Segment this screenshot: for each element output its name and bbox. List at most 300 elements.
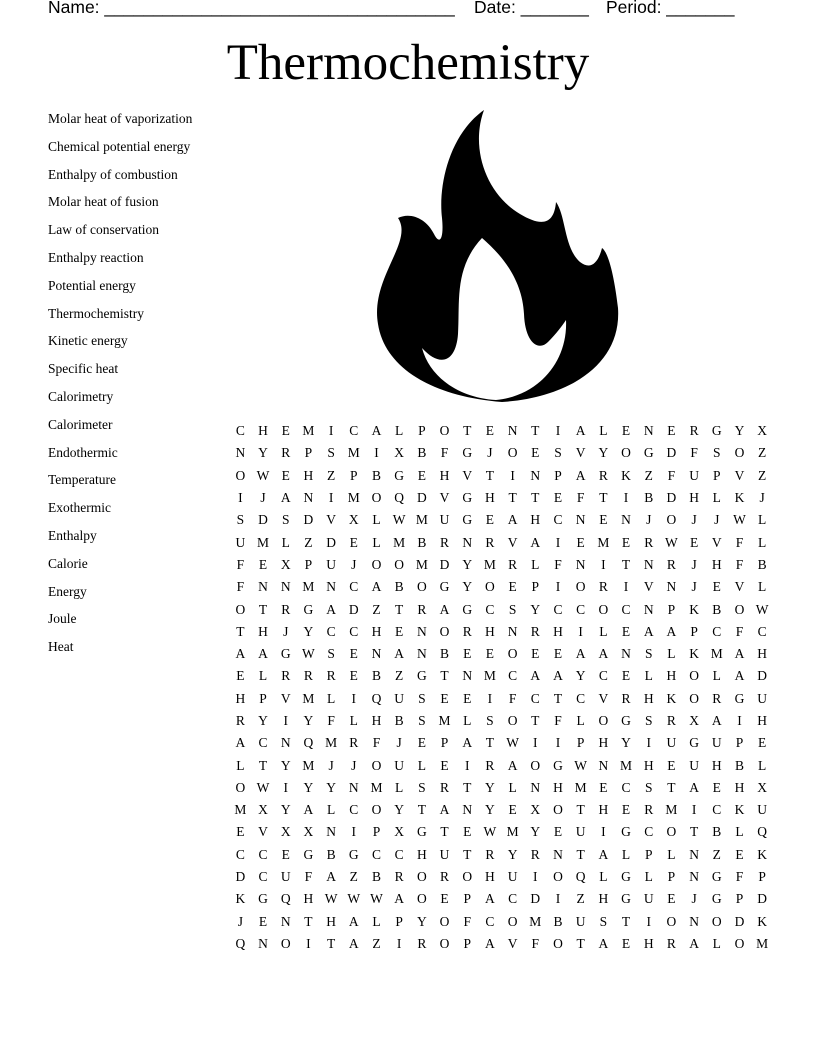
grid-letter: E xyxy=(621,534,631,550)
grid-letter: M xyxy=(756,935,769,951)
grid-letter: A xyxy=(734,646,745,662)
grid-letter: R xyxy=(235,713,245,728)
grid-letter: M xyxy=(665,802,678,818)
grid-letter: F xyxy=(440,445,449,461)
grid-letter: V xyxy=(643,579,654,595)
grid-letter: L xyxy=(463,713,472,728)
grid-letter: U xyxy=(235,534,246,550)
grid-letter: S xyxy=(418,690,426,706)
grid-letter: S xyxy=(486,713,494,728)
grid-letter: G xyxy=(416,668,427,684)
grid-letter: H xyxy=(553,779,563,795)
grid-letter: P xyxy=(735,891,744,907)
grid-letter: N xyxy=(258,935,268,951)
grid-letter: U xyxy=(394,757,405,773)
grid-letter: D xyxy=(258,512,268,528)
grid-letter: Z xyxy=(326,467,336,483)
grid-letter: E xyxy=(485,423,495,439)
grid-letter: R xyxy=(666,556,676,572)
word-list-item: Enthalpy xyxy=(48,527,97,543)
grid-letter: B xyxy=(371,668,381,684)
grid-letter: I xyxy=(510,467,515,483)
grid-letter: E xyxy=(349,534,358,550)
grid-letter: Z xyxy=(712,846,721,862)
grid-letter: L xyxy=(758,757,767,773)
grid-letter: T xyxy=(621,913,631,929)
grid-letter: A xyxy=(485,891,495,907)
grid-letter: S xyxy=(418,713,426,728)
grid-letter: P xyxy=(304,556,313,572)
grid-letter: M xyxy=(302,579,315,595)
grid-letter: M xyxy=(415,512,428,528)
grid-letter: O xyxy=(462,869,473,885)
grid-letter: J xyxy=(714,512,720,528)
grid-letter: R xyxy=(417,935,427,951)
grid-letter: W xyxy=(256,779,270,795)
grid-letter: P xyxy=(304,445,313,461)
grid-letter: P xyxy=(554,467,562,483)
grid-letter: R xyxy=(712,690,722,706)
grid-letter: O xyxy=(235,467,246,483)
grid-letter: Z xyxy=(395,668,404,684)
grid-letter: C xyxy=(371,846,381,862)
grid-letter: C xyxy=(508,891,518,907)
grid-letter: H xyxy=(643,757,654,773)
grid-letter: B xyxy=(326,846,336,862)
grid-letter: R xyxy=(440,869,450,885)
grid-letter: M xyxy=(393,534,406,550)
grid-letter: E xyxy=(440,757,449,773)
grid-row xyxy=(229,576,774,598)
grid-letter: N xyxy=(689,913,699,929)
grid-letter: I xyxy=(351,690,357,706)
grid-letter: R xyxy=(303,668,313,684)
grid-letter: G xyxy=(711,423,722,439)
grid-letter: R xyxy=(598,467,608,483)
grid-letter: E xyxy=(236,824,245,840)
grid-letter: H xyxy=(757,646,768,662)
grid-letter: W xyxy=(324,891,338,907)
fire-icon xyxy=(370,106,625,404)
word-list-item: Enthalpy reaction xyxy=(48,249,144,265)
grid-letter: C xyxy=(326,623,336,639)
grid-letter: N xyxy=(326,824,336,840)
grid-letter: T xyxy=(531,490,540,506)
grid-letter: E xyxy=(258,556,268,572)
grid-letter: D xyxy=(666,490,677,506)
grid-letter: Z xyxy=(758,445,767,461)
grid-letter: B xyxy=(712,824,722,840)
grid-letter: N xyxy=(326,579,336,595)
grid-letter: C xyxy=(621,779,631,795)
word-list-item: Endothermic xyxy=(48,444,118,460)
grid-letter: A xyxy=(689,935,699,951)
grid-letter: N xyxy=(507,423,518,439)
grid-letter: K xyxy=(689,646,699,662)
grid-letter: G xyxy=(280,646,291,662)
grid-row xyxy=(229,554,774,576)
grid-letter: U xyxy=(689,467,699,483)
grid-letter: A xyxy=(326,601,336,617)
grid-letter: L xyxy=(258,668,268,684)
grid-letter: D xyxy=(348,601,359,617)
grid-letter: S xyxy=(281,512,290,528)
grid-letter: I xyxy=(328,490,334,506)
grid-letter: E xyxy=(485,512,495,528)
grid-letter: T xyxy=(485,735,495,751)
grid-letter: G xyxy=(462,490,473,506)
grid-letter: C xyxy=(485,913,495,929)
grid-letter: V xyxy=(280,690,291,706)
grid-letter: R xyxy=(281,601,291,617)
grid-letter: T xyxy=(304,913,313,929)
word-list xyxy=(48,109,192,665)
grid-letter: T xyxy=(463,423,472,439)
grid-letter: V xyxy=(258,824,268,840)
grid-letter: L xyxy=(667,846,676,862)
grid-letter: H xyxy=(530,512,541,528)
grid-letter: C xyxy=(757,623,767,639)
grid-letter: E xyxy=(349,668,358,684)
grid-letter: T xyxy=(508,490,517,506)
grid-letter: O xyxy=(711,913,722,929)
word-list-item: Calorie xyxy=(48,555,88,571)
grid-letter: G xyxy=(303,846,314,862)
grid-letter: K xyxy=(734,490,745,506)
grid-letter: N xyxy=(280,913,291,929)
grid-row xyxy=(229,933,774,955)
grid-letter: V xyxy=(326,512,336,528)
grid-letter: E xyxy=(712,579,721,595)
grid-letter: L xyxy=(667,646,676,662)
grid-letter: U xyxy=(757,690,768,706)
grid-letter: A xyxy=(485,935,495,951)
grid-letter: A xyxy=(689,779,699,795)
grid-letter: J xyxy=(487,445,493,461)
grid-letter: V xyxy=(462,467,473,483)
grid-letter: O xyxy=(439,913,450,929)
grid-letter: S xyxy=(327,445,335,461)
grid-letter: O xyxy=(734,935,745,951)
grid-letter: B xyxy=(712,601,722,617)
grid-letter: Y xyxy=(280,757,291,773)
grid-letter: C xyxy=(258,735,268,751)
grid-letter: U xyxy=(439,512,450,528)
grid-letter: P xyxy=(259,690,267,706)
grid-letter: E xyxy=(236,668,245,684)
grid-letter: X xyxy=(303,824,314,840)
grid-letter: O xyxy=(371,757,382,773)
grid-letter: I xyxy=(555,423,561,439)
grid-letter: G xyxy=(416,824,427,840)
grid-letter: L xyxy=(372,534,381,550)
grid-letter: G xyxy=(621,824,631,840)
grid-letter: N xyxy=(530,467,541,483)
grid-letter: O xyxy=(575,579,586,595)
grid-letter: M xyxy=(574,779,587,795)
grid-letter: R xyxy=(394,869,404,885)
grid-letter: E xyxy=(463,824,472,840)
grid-letter: R xyxy=(666,935,676,951)
grid-letter: A xyxy=(575,423,586,439)
grid-letter: W xyxy=(302,646,315,662)
grid-letter: A xyxy=(598,846,609,862)
grid-letter: H xyxy=(598,802,609,818)
grid-letter: G xyxy=(258,891,268,907)
grid-letter: E xyxy=(281,423,290,439)
grid-letter: A xyxy=(303,802,314,818)
grid-letter: E xyxy=(281,467,290,483)
grid-letter: O xyxy=(621,445,631,461)
grid-letter: W xyxy=(370,891,383,907)
grid-letter: L xyxy=(712,490,721,506)
grid-letter: L xyxy=(508,779,517,795)
grid-letter: O xyxy=(553,935,563,951)
grid-letter: N xyxy=(462,802,473,818)
grid-letter: H xyxy=(258,623,268,639)
grid-letter: N xyxy=(371,646,382,662)
grid-letter: G xyxy=(643,445,654,461)
grid-letter: S xyxy=(508,601,517,617)
grid-letter: R xyxy=(689,423,699,439)
grid-letter: M xyxy=(483,556,496,572)
grid-letter: M xyxy=(415,556,428,572)
grid-letter: J xyxy=(759,490,765,506)
grid-letter: G xyxy=(621,869,631,885)
grid-row xyxy=(229,844,774,866)
grid-letter: F xyxy=(735,556,744,572)
grid-letter: T xyxy=(395,601,404,617)
grid-letter: O xyxy=(507,445,518,461)
grid-letter: R xyxy=(666,713,676,728)
grid-letter: L xyxy=(735,824,744,840)
grid-letter: S xyxy=(644,646,653,662)
grid-letter: Y xyxy=(575,668,586,684)
grid-letter: O xyxy=(416,891,427,907)
grid-letter: E xyxy=(531,445,540,461)
grid-letter: M xyxy=(506,824,519,840)
grid-letter: A xyxy=(507,512,518,528)
grid-letter: E xyxy=(463,646,472,662)
grid-letter: C xyxy=(553,601,563,617)
grid-letter: O xyxy=(666,512,677,528)
grid-letter: E xyxy=(621,935,631,951)
grid-letter: G xyxy=(553,757,563,773)
grid-letter: A xyxy=(235,735,246,751)
grid-letter: N xyxy=(280,579,291,595)
grid-letter: D xyxy=(416,490,427,506)
grid-letter: T xyxy=(440,668,449,684)
grid-letter: Z xyxy=(644,467,653,483)
grid-letter: N xyxy=(462,534,473,550)
grid-letter: C xyxy=(712,802,722,818)
grid-letter: C xyxy=(235,423,245,439)
word-list-item: Heat xyxy=(48,639,74,655)
grid-letter: H xyxy=(258,423,268,439)
grid-letter: X xyxy=(394,445,405,461)
grid-letter: S xyxy=(644,779,653,795)
grid-letter: G xyxy=(462,601,473,617)
grid-letter: Y xyxy=(507,846,518,862)
grid-letter: J xyxy=(691,556,697,572)
grid-letter: U xyxy=(575,913,586,929)
grid-letter: E xyxy=(349,646,358,662)
grid-letter: E xyxy=(712,779,721,795)
grid-letter: E xyxy=(576,534,585,550)
grid-letter: X xyxy=(280,556,291,572)
grid-letter: O xyxy=(689,690,699,706)
grid-letter: N xyxy=(507,623,518,639)
grid-letter: H xyxy=(689,490,699,506)
grid-letter: D xyxy=(757,891,768,907)
grid-letter: O xyxy=(280,935,291,951)
grid-letter: H xyxy=(485,869,495,885)
grid-letter: L xyxy=(712,935,721,951)
grid-letter: Q xyxy=(757,824,768,840)
grid-letter: V xyxy=(439,490,450,506)
grid-letter: E xyxy=(395,623,404,639)
grid-letter: M xyxy=(370,779,383,795)
grid-row xyxy=(229,866,774,888)
grid-letter: O xyxy=(439,423,450,439)
grid-letter: W xyxy=(506,735,519,751)
grid-letter: W xyxy=(392,512,406,528)
grid-letter: B xyxy=(417,534,427,550)
grid-letter: L xyxy=(712,668,721,684)
grid-letter: A xyxy=(280,490,291,506)
grid-letter: D xyxy=(530,891,541,907)
grid-letter: A xyxy=(711,713,722,728)
word-list-item: Molar heat of vaporization xyxy=(48,111,193,126)
grid-letter: A xyxy=(734,668,745,684)
grid-row xyxy=(229,465,774,487)
grid-letter: E xyxy=(689,534,699,550)
grid-letter: F xyxy=(576,490,585,506)
grid-letter: E xyxy=(281,846,290,862)
grid-letter: M xyxy=(620,757,633,773)
grid-letter: J xyxy=(691,579,697,595)
grid-letter: T xyxy=(576,846,585,862)
grid-letter: E xyxy=(531,646,540,662)
grid-letter: O xyxy=(416,869,427,885)
grid-letter: U xyxy=(394,690,405,706)
grid-row xyxy=(229,531,774,553)
grid-letter: E xyxy=(553,646,563,662)
grid-letter: O xyxy=(598,601,609,617)
grid-letter: U xyxy=(280,869,291,885)
grid-letter: I xyxy=(487,690,493,706)
grid-letter: A xyxy=(348,913,359,929)
grid-letter: D xyxy=(303,512,314,528)
grid-letter: E xyxy=(599,512,608,528)
grid-letter: E xyxy=(508,579,517,595)
grid-letter: A xyxy=(258,646,268,662)
grid-letter: P xyxy=(667,601,676,617)
grid-letter: A xyxy=(348,935,359,951)
grid-letter: Z xyxy=(576,891,585,907)
grid-letter: J xyxy=(691,512,697,528)
grid-letter: I xyxy=(578,623,583,639)
grid-letter: O xyxy=(507,646,518,662)
grid-letter: N xyxy=(575,556,586,572)
word-list-item: Kinetic energy xyxy=(48,333,128,349)
grid-letter: M xyxy=(302,690,315,706)
grid-letter: Q xyxy=(371,690,382,706)
grid-letter: O xyxy=(371,490,382,506)
grid-letter: I xyxy=(464,757,470,773)
grid-letter: C xyxy=(349,423,359,439)
grid-letter: E xyxy=(463,690,472,706)
grid-letter: R xyxy=(462,623,472,639)
grid-letter: S xyxy=(418,779,426,795)
grid-letter: D xyxy=(666,445,677,461)
grid-letter: I xyxy=(283,779,288,795)
grid-letter: B xyxy=(371,467,381,483)
grid-letter: Y xyxy=(326,779,336,795)
grid-letter: E xyxy=(621,623,631,639)
grid-letter: K xyxy=(757,913,768,929)
grid-letter: R xyxy=(530,623,540,639)
grid-letter: R xyxy=(440,534,450,550)
grid-letter: Y xyxy=(530,824,541,840)
grid-letter: N xyxy=(348,779,359,795)
grid-letter: T xyxy=(689,824,699,840)
grid-letter: F xyxy=(463,913,471,929)
grid-letter: Y xyxy=(598,445,609,461)
grid-letter: Q xyxy=(235,935,246,951)
grid-letter: X xyxy=(757,779,768,795)
grid-letter: W xyxy=(755,601,769,617)
grid-letter: R xyxy=(485,757,495,773)
grid-letter: Q xyxy=(575,869,586,885)
grid-letter: Z xyxy=(372,935,381,951)
grid-letter: H xyxy=(643,935,654,951)
grid-letter: N xyxy=(621,512,631,528)
grid-letter: R xyxy=(644,802,654,818)
grid-letter: Y xyxy=(258,445,268,461)
grid-letter: Y xyxy=(258,713,268,728)
grid-letter: P xyxy=(463,891,471,907)
grid-letter: N xyxy=(462,668,473,684)
grid-letter: J xyxy=(351,556,357,572)
grid-letter: F xyxy=(667,467,676,483)
grid-letter: I xyxy=(555,735,561,751)
grid-letter: E xyxy=(258,913,268,929)
grid-letter: K xyxy=(666,690,677,706)
grid-letter: C xyxy=(553,512,563,528)
name-field-label: Name: ____________________________________ xyxy=(48,0,455,17)
grid-letter: H xyxy=(757,713,768,728)
grid-letter: C xyxy=(508,668,518,684)
grid-letter: E xyxy=(667,423,676,439)
grid-letter: V xyxy=(507,534,518,550)
grid-letter: R xyxy=(508,556,518,572)
grid-letter: C xyxy=(621,601,631,617)
grid-letter: O xyxy=(371,802,382,818)
grid-letter: L xyxy=(395,423,404,439)
grid-letter: Q xyxy=(394,490,405,506)
grid-row xyxy=(229,777,774,799)
grid-letter: C xyxy=(576,601,586,617)
date-field-label: Date: _______ xyxy=(474,0,589,17)
word-list-item: Calorimeter xyxy=(48,416,113,432)
grid-letter: A xyxy=(507,757,518,773)
grid-letter: I xyxy=(737,713,742,728)
grid-letter: J xyxy=(396,735,402,751)
grid-letter: N xyxy=(666,579,677,595)
grid-row xyxy=(229,732,774,754)
grid-letter: V xyxy=(734,579,745,595)
